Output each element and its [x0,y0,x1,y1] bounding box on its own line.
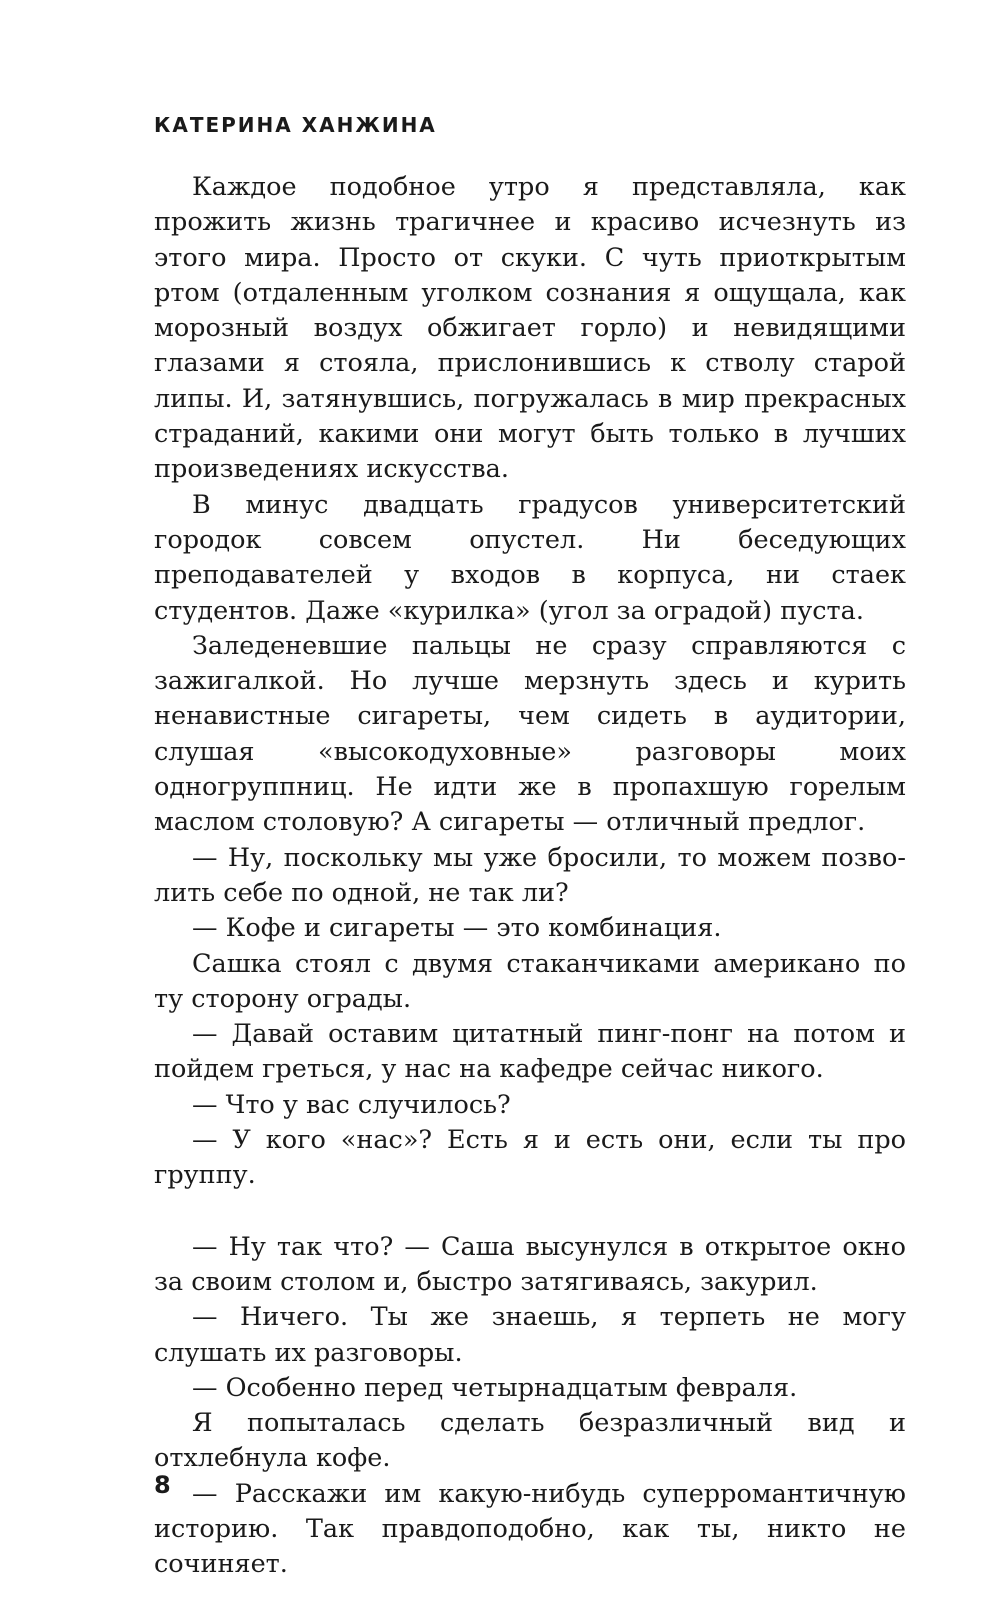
paragraph: Каждое подобное утро я представляла, как прожить жизнь трагичнее и красиво исчезнуть из этого мира. Просто от скуки. С чуть приоткрытым ртом (отдаленным уголком сознания я ощущала, как морозный воздух обжигает горло) и невидящими глазами я стояла, прислонившись к стволу старой липы. И, затянувшись, погружалась в мир прекрасных страданий, какими они могут быть только в лучших произведениях искусства. [154,172,906,485]
paragraph: В минус двадцать градусов университетский городок совсем опустел. Ни беседующих преподавателей у входов в корпуса, ни стаек студентов. Даже «курилка» (угол за оградой) пуста. [154,489,906,626]
section-break [154,1194,906,1230]
paragraph: Я попыталась сделать безразличный вид и отхлебнула кофе. [154,1408,906,1474]
dialogue-line: — Расскажи им какую-нибудь суперромантичную историю. Так правдоподобно, как ты, никто не сочиняет. [154,1478,906,1580]
dialogue-line: — Кофе и сигареты — это комбинация. [192,913,722,944]
dialogue-line: — Особенно перед четырнадцатым февраля. [192,1372,798,1403]
dialogue-line: — Ну, поскольку мы уже бросили, то можем позволить себе по одной, не так ли? [154,842,906,908]
dialogue-line: — Что у вас случилось? [192,1089,511,1120]
body-text [154,170,906,1583]
running-title: КАТЕРИНА ХАНЖИНА [154,113,437,137]
dialogue-line: — Ничего. Ты же знаешь, я терпеть не могу слушать их разговоры. [154,1302,906,1368]
dialogue-line: — У кого «нас»? Есть я и есть они, если ты про группу. [154,1125,906,1191]
dialogue-line: — Давай оставим цитатный пинг-понг на потом и пойдем греться, у нас на кафедре сейчас никого. [154,1019,906,1085]
paragraph: Сашка стоял с двумя стаканчиками американо по ту сторону ограды. [154,948,906,1014]
dialogue-line: — Ну так что? — Саша высунулся в открытое окно за своим столом и, быстро затягиваясь, закурил. [154,1231,906,1297]
page-number: 8 [154,1471,171,1499]
paragraph: Заледеневшие пальцы не сразу справляются с зажигалкой. Но лучше мерзнуть здесь и курить ненавистные сигареты, чем сидеть в аудитории, слушая «высокодуховные» разговоры моих одногруппниц. Не идти же в пропахшую горелым маслом столовую? А сигареты — отличный предлог. [154,630,906,838]
